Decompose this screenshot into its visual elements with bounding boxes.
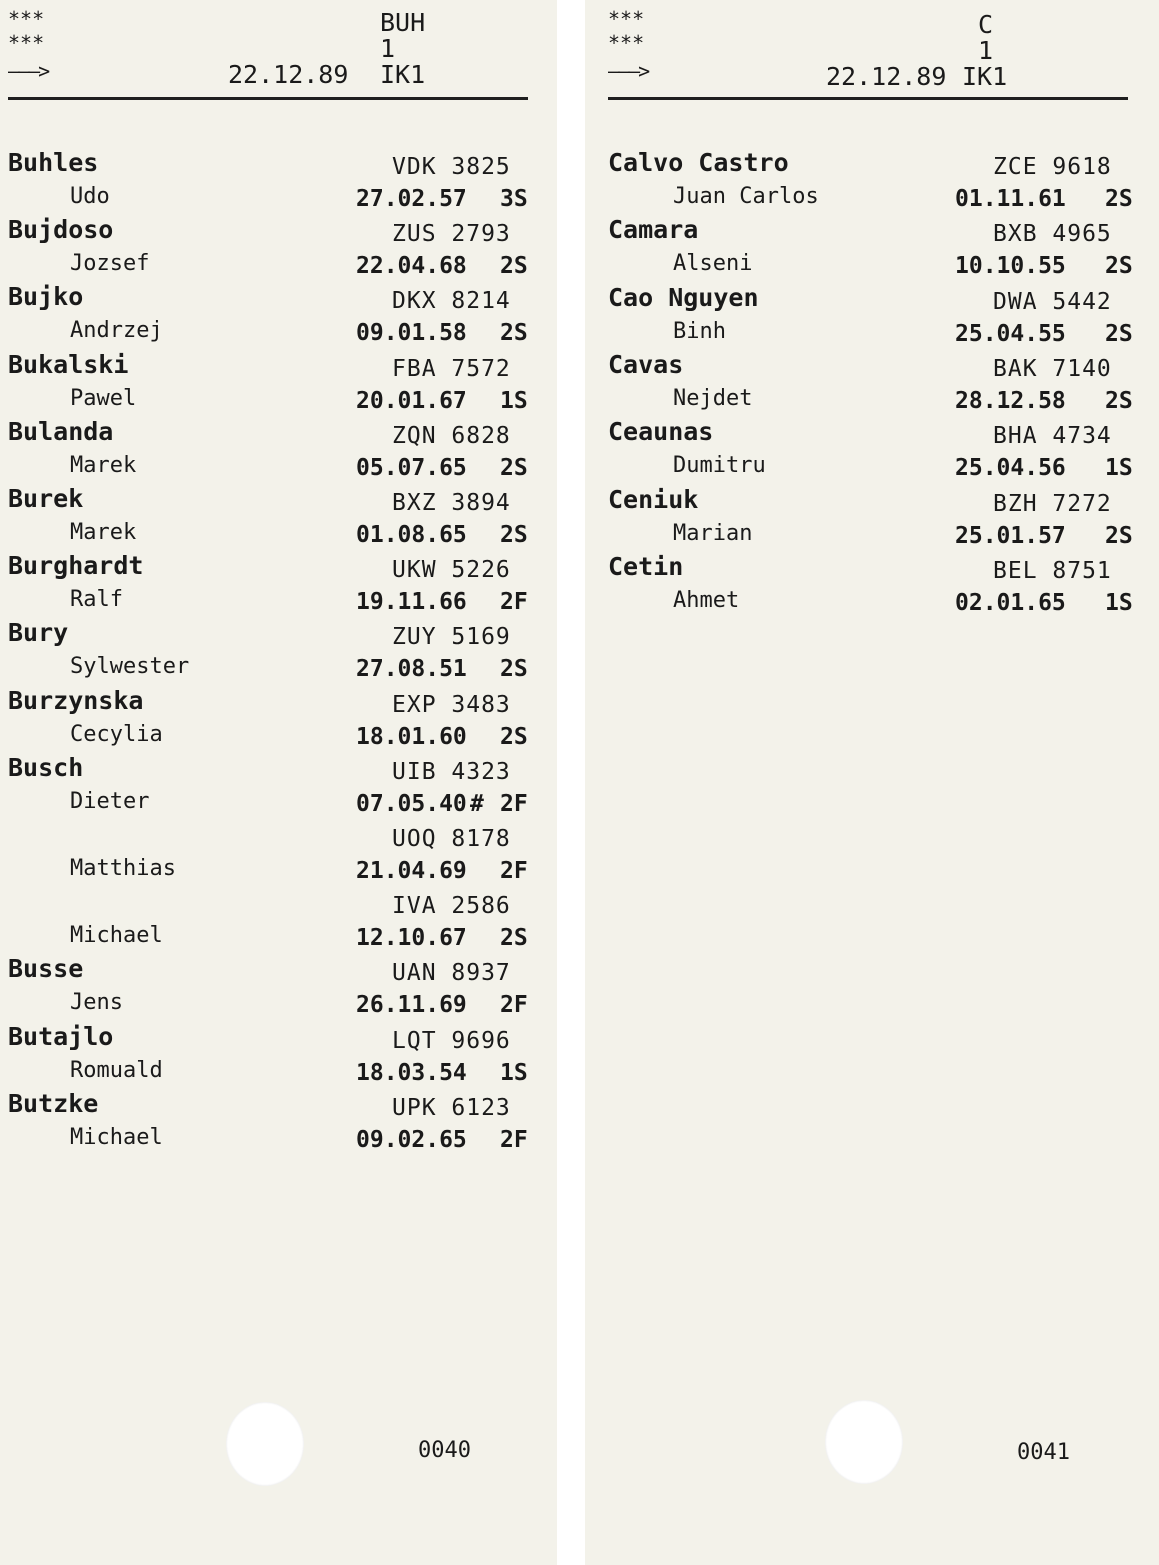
entry-birth-date: 10.10.55: [955, 253, 1066, 280]
entry-id-code: ZQN 6828: [392, 422, 511, 449]
entry-surname: Busse: [8, 954, 84, 984]
entry-birth-date: 01.08.65: [356, 522, 467, 548]
entry-id-code: UKW 5226: [392, 557, 511, 584]
entry-surname: Butzke: [8, 1088, 99, 1118]
entry-id-code: VDK 3825: [392, 154, 511, 180]
entry-birth-date: 01.11.61: [955, 186, 1066, 212]
entry-id-code: FBA 7572: [392, 355, 511, 382]
entry-birth-date: 05.07.65: [356, 454, 467, 481]
arrow-icon: ———>: [608, 59, 649, 83]
entry-flag: 1S: [1105, 455, 1133, 482]
entry-flag: 2F: [500, 1126, 528, 1153]
entry-flag: 1S: [500, 1059, 528, 1086]
entry-given-name: Binh: [673, 318, 726, 344]
entry-birth-date: 07.05.40: [356, 790, 467, 817]
entry-given-name: Sylwester: [70, 654, 190, 680]
card-code-ik: IK1: [962, 62, 1008, 91]
entry-surname: Calvo Castro: [608, 148, 789, 177]
entry-surname: Busch: [8, 752, 84, 782]
arrow-icon: ———>: [8, 59, 49, 83]
card-date: 22.12.89: [228, 60, 349, 89]
entry-surname: Bujko: [8, 282, 84, 312]
entry-flag: 1S: [500, 387, 528, 414]
card-code-ik: IK1: [380, 60, 426, 89]
entry-surname: Burghardt: [8, 551, 144, 581]
entry-surname: Bury: [8, 618, 69, 648]
entry-given-name: Cecylia: [70, 721, 163, 747]
entry-surname: Cetin: [608, 551, 684, 581]
entry-flag: 2S: [500, 320, 528, 347]
entry-given-name: Romuald: [70, 1057, 163, 1083]
entry-given-name: Pawel: [70, 385, 137, 411]
entry-surname: Camara: [608, 215, 699, 245]
asterisk-row-1: ***: [608, 7, 645, 31]
entry-flag: 2S: [500, 925, 528, 952]
entry-surname: Ceaunas: [608, 417, 714, 447]
entry-birth-date: 18.01.60: [356, 723, 467, 750]
entry-given-name: Ralf: [70, 587, 123, 613]
entry-id-code: UOQ 8178: [392, 826, 511, 852]
entry-flag: 2S: [500, 723, 528, 750]
entry-surname: Ceniuk: [608, 484, 699, 514]
entry-given-name: Juan Carlos: [673, 184, 819, 209]
card-code-letters: BUH: [380, 8, 426, 37]
entry-birth-date: 26.11.69: [356, 992, 467, 1019]
entry-given-name: Alseni: [673, 251, 753, 277]
entry-birth-date: 21.04.69: [356, 858, 467, 884]
entry-birth-date: 12.10.67: [356, 925, 467, 952]
entry-flag: 2F: [500, 790, 528, 817]
entry-given-name: Nejdet: [673, 385, 753, 411]
punch-hole: [825, 1400, 903, 1484]
entry-birth-date: 22.04.68: [356, 253, 467, 280]
card-date: 22.12.89: [826, 62, 947, 91]
entry-id-code: BZH 7272: [993, 490, 1112, 517]
entry-surname: Bulanda: [8, 416, 114, 446]
entry-flag: 2F: [500, 858, 528, 884]
entry-id-code: EXP 3483: [392, 691, 511, 718]
entry-id-code: BAK 7140: [993, 355, 1112, 382]
card-code-letters: C: [978, 10, 994, 39]
entry-id-code: BEL 8751: [993, 557, 1112, 584]
page-number: 0040: [418, 1438, 471, 1463]
entry-id-code: DKX 8214: [392, 288, 511, 315]
entry-id-code: UIB 4323: [392, 758, 511, 785]
entry-flag: 2S: [1105, 522, 1133, 549]
entry-id-code: DWA 5442: [993, 288, 1112, 315]
asterisk-row-1: ***: [8, 7, 45, 31]
entry-surname: Butajlo: [8, 1021, 114, 1051]
entry-surname: Bujdoso: [8, 215, 114, 245]
entry-given-name: Michael: [70, 1124, 163, 1150]
asterisk-row-2: ***: [608, 31, 645, 55]
entry-flag: 2F: [500, 992, 528, 1019]
entry-flag: 2S: [1105, 320, 1133, 347]
entry-given-name: Udo: [70, 184, 110, 209]
entry-birth-date: 18.03.54: [356, 1059, 467, 1086]
entry-flag: 2S: [500, 522, 528, 548]
index-card-left: [0, 0, 557, 1565]
entry-flag: 2S: [500, 656, 528, 683]
entry-given-name: Jozsef: [70, 251, 150, 277]
entry-birth-date: 19.11.66: [356, 589, 467, 616]
entry-id-code: ZCE 9618: [993, 154, 1112, 180]
entry-given-name: Marian: [673, 520, 753, 546]
entry-id-code: ZUS 2793: [392, 221, 511, 248]
entry-given-name: Ahmet: [673, 587, 740, 613]
entry-birth-date: 27.02.57: [356, 186, 467, 212]
header-rule: [8, 97, 528, 100]
card-code-number: 1: [380, 34, 396, 63]
entry-surname: Burzynska: [8, 685, 144, 715]
entry-birth-date: 28.12.58: [955, 387, 1066, 414]
entry-surname: Buhles: [8, 148, 99, 177]
entry-id-code: IVA 2586: [392, 893, 511, 920]
entry-flag: 2S: [1105, 387, 1133, 414]
entry-birth-date: 25.04.56: [955, 455, 1066, 482]
entry-flag: 3S: [500, 186, 528, 212]
asterisk-row-2: ***: [8, 31, 45, 55]
entry-mark: #: [470, 790, 484, 817]
entry-given-name: Michael: [70, 923, 163, 949]
entry-id-code: BXB 4965: [993, 221, 1112, 248]
entry-surname: Cavas: [608, 349, 684, 379]
entry-flag: 2S: [1105, 186, 1133, 212]
entry-id-code: BHA 4734: [993, 423, 1112, 450]
entry-surname: Cao Nguyen: [608, 282, 759, 312]
entry-id-code: ZUY 5169: [392, 624, 511, 651]
entry-surname: Burek: [8, 484, 84, 513]
entry-id-code: UAN 8937: [392, 960, 511, 987]
card-code-number: 1: [978, 36, 994, 65]
entry-flag: 2F: [500, 589, 528, 616]
entry-given-name: Dumitru: [673, 453, 766, 479]
entry-surname: Bukalski: [8, 349, 129, 379]
punch-hole: [226, 1402, 304, 1486]
entry-flag: 1S: [1105, 589, 1133, 616]
entry-given-name: Andrzej: [70, 318, 163, 344]
entry-birth-date: 27.08.51: [356, 656, 467, 683]
index-card-right: [585, 0, 1159, 1565]
entry-id-code: UPK 6123: [392, 1094, 511, 1121]
page-number: 0041: [1017, 1440, 1070, 1465]
entry-given-name: Dieter: [70, 788, 150, 814]
entry-given-name: Marek: [70, 520, 137, 545]
entry-birth-date: 25.04.55: [955, 320, 1066, 347]
entry-birth-date: 09.01.58: [356, 320, 467, 347]
entry-birth-date: 02.01.65: [955, 589, 1066, 616]
header-rule: [608, 97, 1128, 100]
entry-birth-date: 25.01.57: [955, 522, 1066, 549]
entry-given-name: Jens: [70, 990, 123, 1016]
entry-given-name: Matthias: [70, 856, 176, 881]
entry-given-name: Marek: [70, 452, 137, 478]
entry-flag: 2S: [500, 253, 528, 280]
entry-id-code: LQT 9696: [392, 1027, 511, 1054]
entry-birth-date: 09.02.65: [356, 1126, 467, 1153]
entry-flag: 2S: [1105, 253, 1133, 280]
entry-birth-date: 20.01.67: [356, 387, 467, 414]
entry-flag: 2S: [500, 454, 528, 481]
entry-id-code: BXZ 3894: [392, 490, 511, 516]
